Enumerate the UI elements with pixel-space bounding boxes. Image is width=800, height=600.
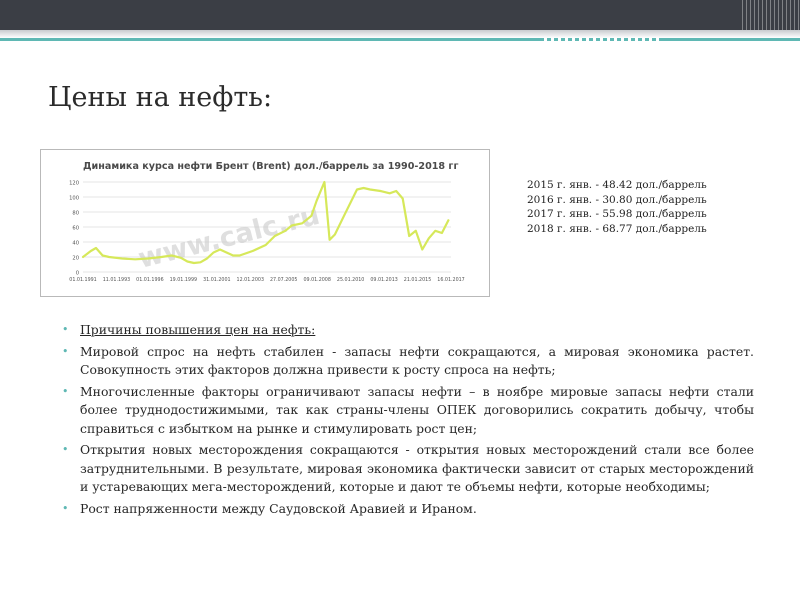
- bullet-text: Многочисленные факторы ограничивают запасы нефти – в ноябре мировые запасы нефти стали более труднодостижимыми, так как страны-члены ОПЕК договорились сократить добычу, чтобы справиться с избытком на рынке и стимулировать рост цен;: [80, 383, 754, 436]
- bullet-marker-icon: •: [62, 443, 69, 456]
- price-2015: 2015 г. янв. - 48.42 дол./баррель: [527, 179, 707, 191]
- y-tick-label: 60: [72, 225, 79, 232]
- x-tick-label: 19.01.1999: [169, 278, 198, 283]
- x-tick-label: 11.01.1993: [102, 278, 131, 283]
- y-tick-label: 0: [75, 270, 79, 277]
- top-bar-stripes: [742, 0, 800, 30]
- bullet-marker-icon: •: [62, 501, 69, 515]
- bullet-item: [62, 441, 754, 497]
- x-tick-label: 27.07.2005: [269, 278, 298, 283]
- price-list: [527, 178, 707, 236]
- top-bar: [0, 0, 800, 30]
- bullet-item: [62, 500, 754, 519]
- x-tick-label: 12.01.2003: [236, 278, 265, 283]
- x-tick-label: 25.01.2010: [336, 278, 365, 283]
- bullet-text: Открытия новых месторождения сокращаются - открытия новых месторождений стали все более затруднительными. В результате, мировая экономика фактически зависит от старых месторождений и устаревающих мега-месторождений, которые и дают те объемы нефти, которые необходимы;: [80, 442, 754, 494]
- price-2017: 2017 г. янв. - 55.98 дол./баррель: [527, 208, 707, 221]
- price-2016: 2016 г. янв. - 30.80 дол./баррель: [527, 193, 707, 206]
- bullet-item: [62, 383, 754, 439]
- bullet-marker-icon: •: [62, 344, 69, 358]
- bullet-marker-icon: •: [62, 384, 69, 398]
- y-tick-label: 100: [69, 195, 79, 202]
- top-bar-shadow: [0, 30, 800, 38]
- x-tick-label: 01.01.1996: [136, 278, 164, 283]
- y-tick-label: 80: [72, 210, 79, 217]
- chart-svg: [41, 150, 489, 296]
- accent-line-dashed: [540, 38, 662, 41]
- bullet-text: Мировой спрос на нефть стабилен - запасы нефти сокращаются, а мировая экономика растет. Совокупность этих факторов должна привести к росту спроса на нефть;: [80, 343, 754, 377]
- oil-price-chart: [40, 149, 490, 297]
- y-tick-label: 40: [72, 240, 79, 247]
- y-tick-label: 20: [72, 255, 79, 262]
- bullet-text: Рост напряженности между Саудовской Аравией и Ираном.: [80, 500, 477, 516]
- x-tick-label: 09.01.2013: [370, 278, 398, 283]
- reasons-list: [62, 321, 754, 521]
- chart-title: Динамика курса нефти Брент (Brent) дол./баррель за 1990-2018 гг: [83, 161, 459, 172]
- x-tick-label: 31.01.2001: [203, 278, 231, 283]
- x-tick-label: 21.01.2015: [403, 278, 432, 283]
- y-tick-label: 120: [69, 180, 79, 187]
- bullet-item: [62, 343, 754, 380]
- accent-line-right: [662, 38, 800, 41]
- chart-watermark: www.calc.ru: [135, 199, 323, 275]
- price-2018: 2018 г. янв. - 68.77 дол./баррель: [527, 222, 707, 235]
- bullet-marker-icon: •: [62, 323, 69, 336]
- slide-title: Цены на нефть:: [48, 82, 273, 113]
- accent-line-left: [0, 38, 540, 41]
- x-tick-label: 16.01.2017: [437, 278, 465, 283]
- bullet-heading: [62, 321, 754, 340]
- bullet-text: Причины повышения цен на нефть:: [80, 322, 316, 337]
- x-tick-label: 01.01.1991: [69, 278, 97, 283]
- x-tick-label: 09.01.2008: [303, 278, 331, 283]
